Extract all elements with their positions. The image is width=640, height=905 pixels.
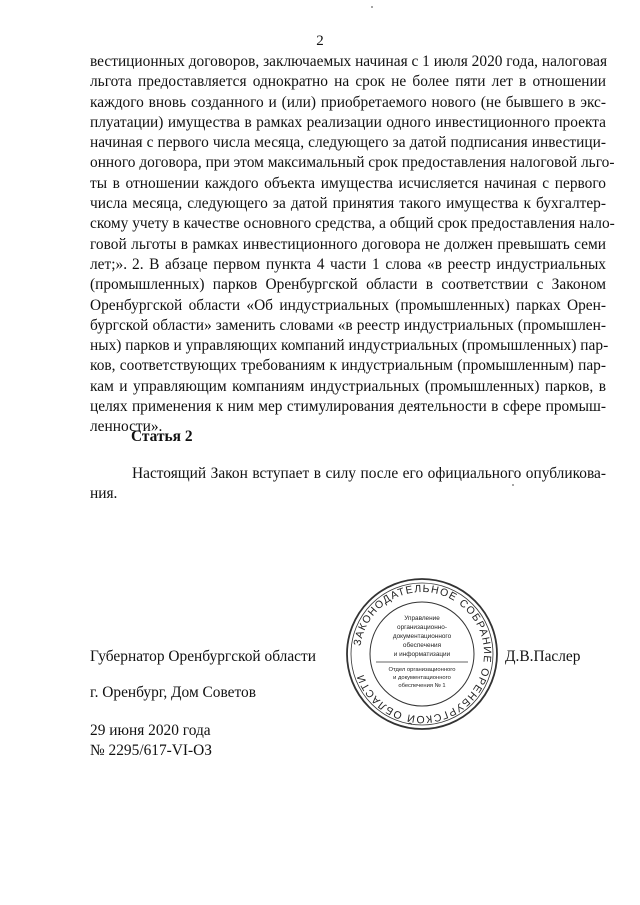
seal-line: и документационного — [393, 675, 451, 681]
seal-line: обеспечения — [402, 642, 442, 649]
text-line: целях применения к ним мер стимулирования деятельности в сфере промыш- — [90, 398, 606, 416]
text-line: ных) парков и управляющих компаний индустриальных (промышленных) пар- — [90, 337, 609, 355]
seal-line: документационного — [392, 633, 452, 640]
text-line: ты в отношении каждого объекта имущества исчисляется начиная с первого — [90, 174, 606, 192]
law-number: № 2295/617-VI-ОЗ — [90, 742, 212, 759]
text-line: лет;». — [90, 255, 128, 273]
text-line: скому учету в качестве основного средства, а общий срок предоставления нало- — [90, 215, 615, 233]
text-line: начиная с первого числа месяца, следующего за датой подписания инвестици- — [90, 134, 606, 152]
text-line: говой льготы в рамках инвестиционного договора не должен превышать семи — [90, 235, 606, 253]
text-line: вестиционных договоров, заключаемых начиная с 1 июля 2020 года, налоговая — [90, 53, 608, 70]
text-line: бургской области» заменить словами «в реестр индустриальных (промышлен- — [90, 316, 606, 334]
paragraph-2 — [90, 255, 609, 438]
seal-line: и информатизации — [393, 651, 451, 658]
text-line: льгота предоставляется однократно на срок не более пяти лет в отношении — [90, 73, 606, 91]
text-line: числа месяца, следующего за датой принятия такого имущества к бухгалтер- — [90, 195, 606, 213]
official-seal-stamp — [344, 576, 500, 732]
seal-outer-text: ЗАКОНОДАТЕЛЬНОЕ СОБРАНИЕ ОРЕНБУРГСКОЙ ОБЛАСТИ — [351, 582, 494, 726]
seal-line: Отдел организационного — [388, 667, 456, 673]
seal-graphic — [344, 576, 500, 732]
text-line: Оренбургской области «Об индустриальных (промышленных) парках Орен- — [90, 296, 606, 314]
text-line: онного договора, при этом максимальный срок предоставления налоговой льго- — [90, 154, 615, 172]
text-line: Настоящий Закон вступает в силу после его официального опубликова- — [132, 465, 606, 482]
text-line: плуатации) имущества в рамках реализации одного инвестиционного проекта — [90, 113, 606, 131]
text-line: каждого вновь созданного и (или) приобретаемого нового (не бывшего в экс- — [90, 93, 606, 111]
scan-speck — [512, 484, 514, 486]
text-line: ков, соответствующих требованиям к индустриальным (промышленным) пар- — [90, 357, 606, 375]
text-line: 2. В абзаце первом пункта 4 части 1 слова «в реестр индустриальных — [132, 256, 606, 273]
signatory-position: Губернатор Оренбургской области — [90, 648, 316, 665]
signatory-name: Д.В.Паслер — [505, 648, 581, 665]
text-line: ленности». — [90, 418, 163, 436]
seal-line: Управление — [404, 615, 440, 622]
signing-place: г. Оренбург, Дом Советов — [90, 684, 256, 701]
seal-line: организационно- — [397, 624, 447, 631]
article-heading: Статья 2 — [131, 428, 193, 445]
article-paragraph — [90, 464, 606, 505]
page-number: 2 — [316, 33, 324, 49]
signing-date: 29 июня 2020 года — [90, 722, 211, 739]
text-line: (промышленных) парков Оренбургской области в соответствии с Законом — [90, 276, 606, 294]
text-line: ния. — [90, 485, 118, 503]
scan-speck — [371, 6, 373, 8]
paragraph-1 — [90, 52, 615, 275]
seal-line: обеспечения № 1 — [398, 683, 446, 689]
text-line: кам и управляющим компаниям индустриальных (промышленных) парков, в — [90, 377, 606, 395]
